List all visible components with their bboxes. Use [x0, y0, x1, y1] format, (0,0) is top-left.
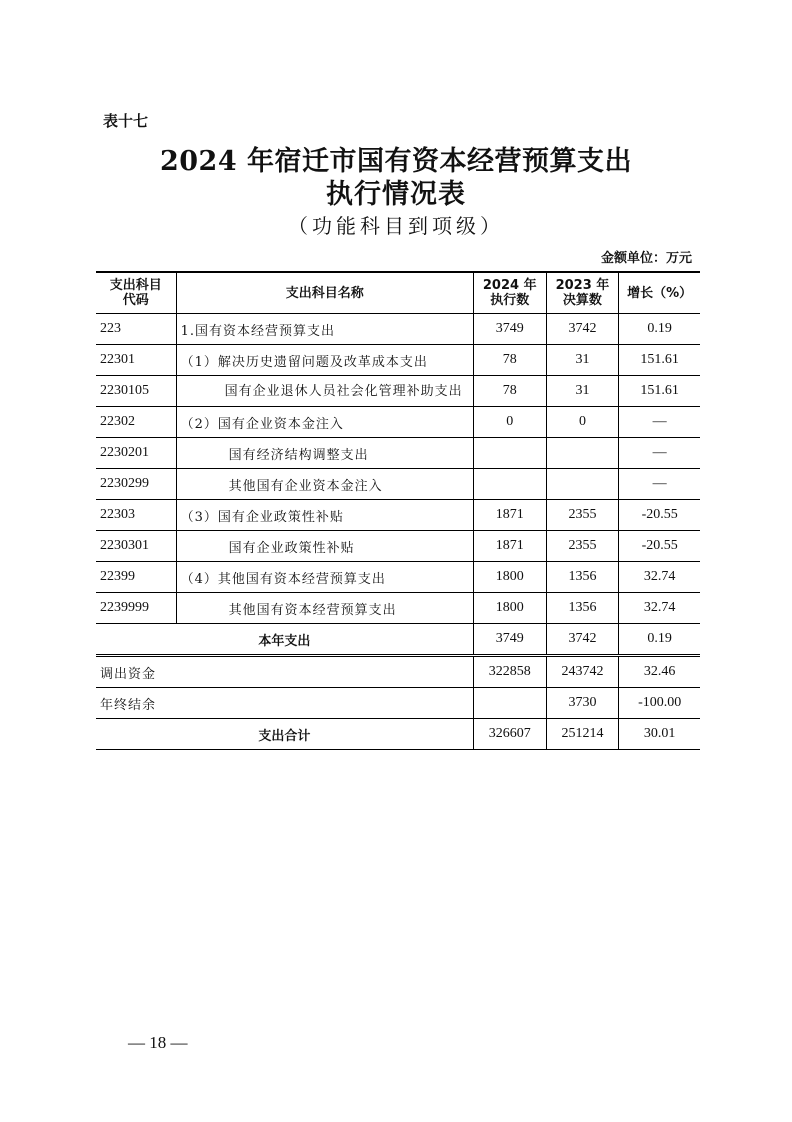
header-growth: 增长（%）	[619, 272, 700, 314]
row-name: 1.国有资本经营预算支出	[176, 314, 473, 345]
row-final-2023: 1356	[546, 593, 619, 624]
grand-total-final-2023: 251214	[546, 719, 619, 750]
transfer-out-label: 调出资金	[96, 656, 473, 688]
page-title-line2: 执行情况表	[326, 179, 466, 210]
table-row	[96, 438, 700, 469]
row-final-2023	[546, 469, 619, 500]
row-exec-2024: 1871	[473, 500, 546, 531]
row-exec-2024: 1871	[473, 531, 546, 562]
row-exec-2024	[473, 438, 546, 469]
row-code: 22399	[96, 562, 176, 593]
expenditure-table	[96, 271, 700, 750]
grand-total-row	[96, 719, 700, 750]
annual-total-exec-2024: 3749	[473, 624, 546, 656]
row-growth: —	[619, 438, 700, 469]
row-name: 国有企业政策性补贴	[176, 531, 473, 562]
row-code: 2239999	[96, 593, 176, 624]
year-end-balance-growth: -100.00	[619, 688, 700, 719]
table-row	[96, 345, 700, 376]
row-growth: 32.74	[619, 593, 700, 624]
table-row	[96, 314, 700, 345]
table-row	[96, 469, 700, 500]
row-final-2023: 1356	[546, 562, 619, 593]
row-exec-2024	[473, 469, 546, 500]
row-name: 国有企业退休人员社会化管理补助支出	[176, 376, 473, 407]
row-code: 22301	[96, 345, 176, 376]
row-code: 2230301	[96, 531, 176, 562]
header-final-2023: 2023 年 决算数	[546, 272, 619, 314]
row-exec-2024: 3749	[473, 314, 546, 345]
table-header-row	[96, 272, 700, 314]
row-final-2023: 31	[546, 345, 619, 376]
row-final-2023	[546, 438, 619, 469]
table-label: 表十七	[103, 112, 149, 130]
header-code: 支出科目 代码	[96, 272, 176, 314]
year-end-balance-label: 年终结余	[96, 688, 473, 719]
row-code: 22302	[96, 407, 176, 438]
table-row	[96, 376, 700, 407]
row-exec-2024: 0	[473, 407, 546, 438]
table-row	[96, 407, 700, 438]
table-row	[96, 500, 700, 531]
row-final-2023: 31	[546, 376, 619, 407]
row-exec-2024: 78	[473, 376, 546, 407]
row-code: 2230105	[96, 376, 176, 407]
grand-total-growth: 30.01	[619, 719, 700, 750]
row-name: 其他国有资本经营预算支出	[176, 593, 473, 624]
annual-total-final-2023: 3742	[546, 624, 619, 656]
row-exec-2024: 1800	[473, 562, 546, 593]
row-growth: —	[619, 469, 700, 500]
transfer-out-row	[96, 656, 700, 688]
row-name: 其他国有企业资本金注入	[176, 469, 473, 500]
row-name: （3）国有企业政策性补贴	[176, 500, 473, 531]
transfer-out-exec-2024: 322858	[473, 656, 546, 688]
row-growth: -20.55	[619, 531, 700, 562]
row-code: 223	[96, 314, 176, 345]
row-final-2023: 2355	[546, 531, 619, 562]
year-end-balance-final-2023: 3730	[546, 688, 619, 719]
year-end-balance-exec-2024	[473, 688, 546, 719]
grand-total-exec-2024: 326607	[473, 719, 546, 750]
page-number: — 18 —	[128, 1033, 188, 1052]
row-name: （4）其他国有资本经营预算支出	[176, 562, 473, 593]
row-name: （1）解决历史遗留问题及改革成本支出	[176, 345, 473, 376]
row-growth: -20.55	[619, 500, 700, 531]
transfer-out-final-2023: 243742	[546, 656, 619, 688]
row-growth: 32.74	[619, 562, 700, 593]
row-growth: 151.61	[619, 376, 700, 407]
header-name: 支出科目名称	[176, 272, 473, 314]
row-exec-2024: 1800	[473, 593, 546, 624]
row-final-2023: 3742	[546, 314, 619, 345]
annual-total-label: 本年支出	[96, 624, 473, 656]
annual-total-row	[96, 624, 700, 656]
annual-total-growth: 0.19	[619, 624, 700, 656]
row-final-2023: 0	[546, 407, 619, 438]
grand-total-label: 支出合计	[96, 719, 473, 750]
table-row	[96, 531, 700, 562]
page-title-line1: 2024 年宿迁市国有资本经营预算支出	[159, 146, 633, 177]
row-final-2023: 2355	[546, 500, 619, 531]
row-exec-2024: 78	[473, 345, 546, 376]
row-code: 22303	[96, 500, 176, 531]
row-name: 国有经济结构调整支出	[176, 438, 473, 469]
row-growth: —	[619, 407, 700, 438]
row-growth: 151.61	[619, 345, 700, 376]
page-subtitle: （功能科目到项级）	[288, 214, 504, 238]
year-end-balance-row	[96, 688, 700, 719]
unit-note: 金额单位：万元	[600, 251, 692, 266]
table-row	[96, 593, 700, 624]
header-exec-2024: 2024 年 执行数	[473, 272, 546, 314]
transfer-out-growth: 32.46	[619, 656, 700, 688]
row-name: （2）国有企业资本金注入	[176, 407, 473, 438]
row-code: 2230201	[96, 438, 176, 469]
row-code: 2230299	[96, 469, 176, 500]
row-growth: 0.19	[619, 314, 700, 345]
table-row	[96, 562, 700, 593]
